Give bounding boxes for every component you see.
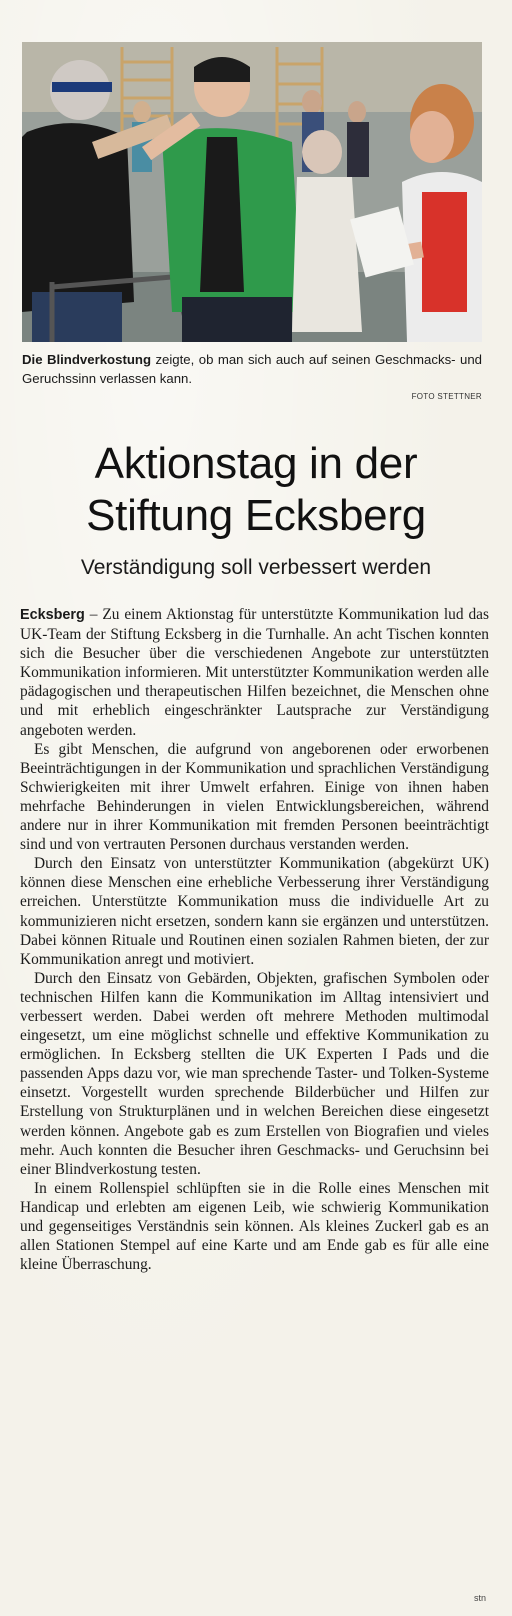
caption-lead: Die Blindverkostung	[22, 352, 152, 367]
dateline: Ecksberg	[20, 607, 85, 623]
article-photo	[22, 42, 482, 342]
headline-line-1: Aktionstag in der	[94, 439, 418, 488]
photo-caption	[22, 350, 482, 388]
paragraph-1-text: – Zu einem Aktionstag für unterstützte Kommunikation lud das UK-Team der Stiftung Ecksberg in die Turnhalle. An acht Tischen konnten sich die Besucher über die verschiedenen Angebote zur unterstützten Kommunikation informieren. Mit unterstützter Kommunikation werden alle pädagogischen und therapeutischen Hilfen bezeichnet, die Menschen ohne und mit erheblich eingeschränkter Lautsprache zur Verständigung angeboten werden.	[20, 606, 489, 739]
headline	[0, 438, 512, 542]
paragraph-3: Durch den Einsatz von unterstützter Kommunikation (abgekürzt UK) können diese Menschen eine erhebliche Verbesserung ihrer Verständigung erreichen. Unterstützte Kommunikation muss die individuelle Art zu kommunizieren nicht ersetzen, sondern kann sie ergänzen und unterstützen. Dabei können Rituale und Routinen einen sozialen Rahmen bieten, der zur Kommunikation anregt und motiviert.	[20, 855, 489, 968]
article-body	[20, 605, 489, 1274]
paragraph-5: In einem Rollenspiel schlüpften sie in die Rolle eines Menschen mit Handicap und erlebten am eigenen Leib, wie schwierig Kommunikation und gegenseitiges Verständnis sein können. Als kleines Zuckerl gab es an allen Stationen Stempel auf eine Karte und am Ende gab es für alle eine kleine Überraschung.	[20, 1179, 489, 1274]
paragraph-1	[20, 605, 489, 740]
paragraph-4: Durch den Einsatz von Gebärden, Objekten, grafischen Symbolen oder technischen Hilfen kann die Kommunikation im Alltag intensiviert und verbessert werden. Dabei werden oft mehrere Methoden multimodal eingesetzt, um eine möglichst schnelle und effektive Kommunikation zu ermöglichen. In Ecksberg stellten die UK Experten I Pads und die passenden Apps dazu vor, wie man sprechende Taster- und Tolken-Systeme einsetzt. Vorgestellt wurden sprechende Bilderbücher und Hilfen zur Erstellung von Strukturplänen und in welchen Bereichen diese eingesetzt werden können. Angebote gab es zum Erstellen von Biografien und vieles mehr. Auch konnten die Besucher ihren Geschmacks- und Geruchsinn bei einer Blindverkostung testen.	[20, 969, 489, 1178]
paragraph-2: Es gibt Menschen, die aufgrund von angeborenen oder erworbenen Beeinträchtigungen in der Kommunikation und sprachlichen Verständigung Schwierigkeiten mit ihrer Umwelt erfahren. Einige von ihnen haben mehrfache Behinderungen in vielen Entwicklungsbereichen, während andere nur in ihrer Kommunikation mit fremden Personen beeinträchtigt sind und von vertrauten Personen durchaus verstanden werden.	[20, 740, 489, 854]
headline-line-2: Stiftung Ecksberg	[86, 491, 426, 540]
caption-text: zeigte, ob man sich auch auf seinen Geschmacks- und Geruchssinn verlassen kann.	[22, 352, 482, 386]
photo-credit: FOTO STETTNER	[411, 392, 482, 401]
subheadline: Verständigung soll verbessert werden	[80, 556, 432, 579]
author-initials: stn	[473, 1593, 486, 1603]
